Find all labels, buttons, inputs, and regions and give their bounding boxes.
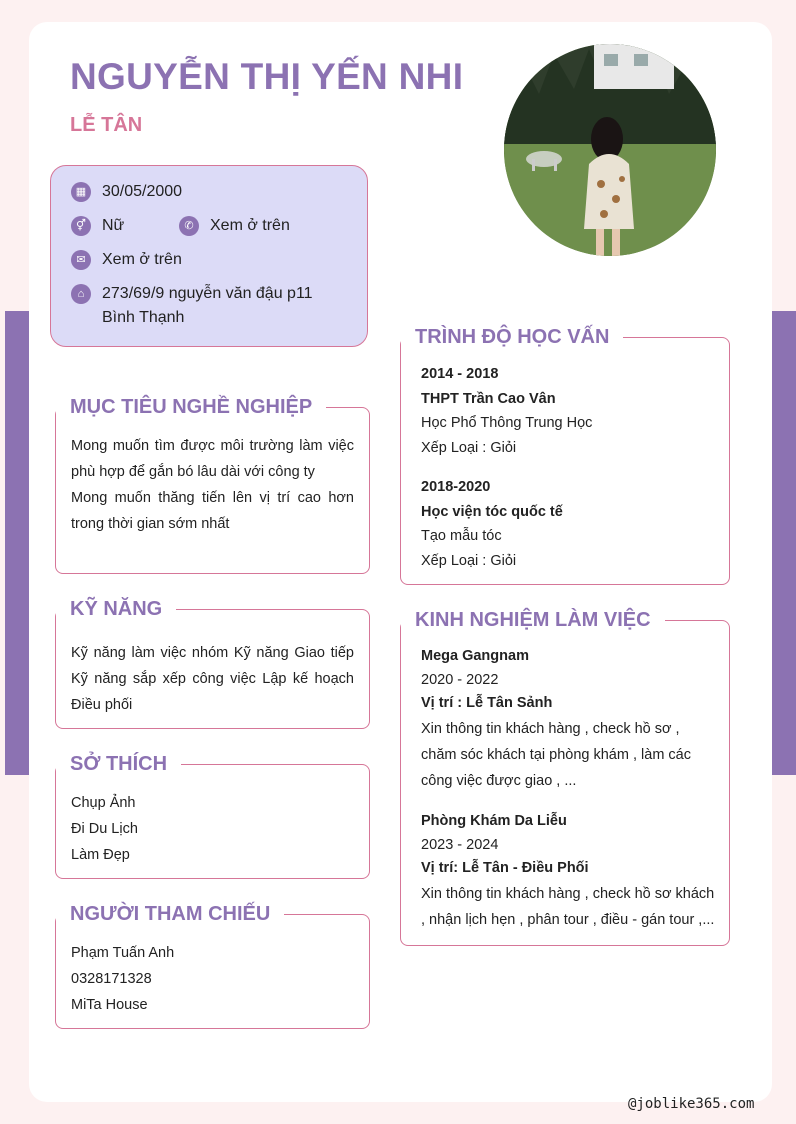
dob-value: 30/05/2000 (102, 183, 183, 200)
experience-period: 2020 - 2022 (421, 671, 499, 688)
hobbies-title: SỞ THÍCH (56, 752, 181, 776)
home-icon: ⌂ (71, 284, 91, 304)
objective-line: Mong muốn tìm được môi trường làm việc phù hợp để gắn bó lâu dài với công ty (71, 438, 354, 480)
gender-row (71, 214, 124, 238)
hobbies-list (71, 790, 354, 868)
email-row (71, 248, 182, 272)
experience-entry (421, 810, 716, 933)
hobby-item: Đi Du Lịch (71, 821, 138, 837)
experience-description: Xin thông tin khách hàng , check hồ sơ khách , nhận lịch hẹn , phân tour , điều - gán tour ,... (421, 885, 715, 928)
objective-title: MỤC TIÊU NGHỀ NGHIỆP (56, 395, 326, 419)
watermark: @joblike365.com (628, 1096, 755, 1112)
experience-title: KINH NGHIỆM LÀM VIỆC (401, 608, 665, 632)
experience-position: Vị trí : Lễ Tân Sảnh (421, 695, 553, 711)
skills-text: Kỹ năng làm việc nhóm Kỹ năng Giao tiếp Kỹ năng sắp xếp công việc Lập kế hoạch Điều phối (71, 645, 354, 713)
mail-icon: ✉ (71, 250, 91, 270)
experience-description: Xin thông tin khách hàng , check hồ sơ , chăm sóc khách tại phòng khám , làm các công việc được giao , ... (421, 720, 691, 789)
phone-icon: ✆ (179, 216, 199, 236)
education-grade: Xếp Loại : Giỏi (421, 439, 517, 456)
reference-name: Phạm Tuấn Anh (71, 945, 175, 961)
dob-row (71, 180, 182, 204)
experience-position: Vị trí: Lễ Tân - Điều Phối (421, 860, 589, 876)
experience-period: 2023 - 2024 (421, 836, 499, 853)
experience-company: Mega Gangnam (421, 648, 529, 664)
gender-value: Nữ (102, 217, 125, 234)
education-period: 2014 - 2018 (421, 366, 499, 382)
right-accent-band (772, 311, 796, 775)
education-entry (421, 475, 716, 573)
objective-text (71, 433, 354, 537)
calendar-icon: ▦ (71, 182, 91, 202)
objective-line: Mong muốn thăng tiến lên vị trí cao hơn trong thời gian sớm nhất (71, 490, 354, 532)
experience-company: Phòng Khám Da Liễu (421, 813, 567, 829)
education-entry (421, 362, 716, 460)
education-title: TRÌNH ĐỘ HỌC VẤN (401, 325, 623, 349)
address-row (71, 282, 313, 330)
phone-row (179, 214, 290, 238)
skills-title: KỸ NĂNG (56, 597, 176, 621)
phone-value: Xem ở trên (210, 217, 290, 234)
reference-phone: 0328171328 (71, 971, 152, 987)
candidate-name: NGUYỄN THỊ YẾN NHI (70, 56, 464, 97)
profile-photo (504, 44, 716, 256)
left-accent-band (5, 311, 29, 775)
education-school: THPT Trần Cao Vân (421, 390, 556, 407)
address-line-1: 273/69/9 nguyễn văn đậu p11 (102, 285, 313, 302)
email-value: Xem ở trên (102, 251, 182, 268)
candidate-role: LỄ TÂN (70, 114, 143, 136)
education-period: 2018-2020 (421, 479, 491, 495)
hobby-item: Làm Đẹp (71, 847, 130, 863)
address-line-2: Bình Thạnh (102, 309, 185, 326)
hobby-item: Chụp Ảnh (71, 795, 136, 811)
education-grade: Xếp Loại : Giỏi (421, 552, 517, 569)
education-program: Tạo mẫu tóc (421, 528, 502, 544)
gender-icon: ⚥ (71, 216, 91, 236)
reference-company: MiTa House (71, 997, 148, 1013)
education-school: Học viện tóc quốc tế (421, 503, 563, 520)
references-list (71, 940, 354, 1018)
experience-entry (421, 645, 716, 794)
education-program: Học Phổ Thông Trung Học (421, 415, 593, 431)
references-title: NGƯỜI THAM CHIẾU (56, 902, 284, 926)
